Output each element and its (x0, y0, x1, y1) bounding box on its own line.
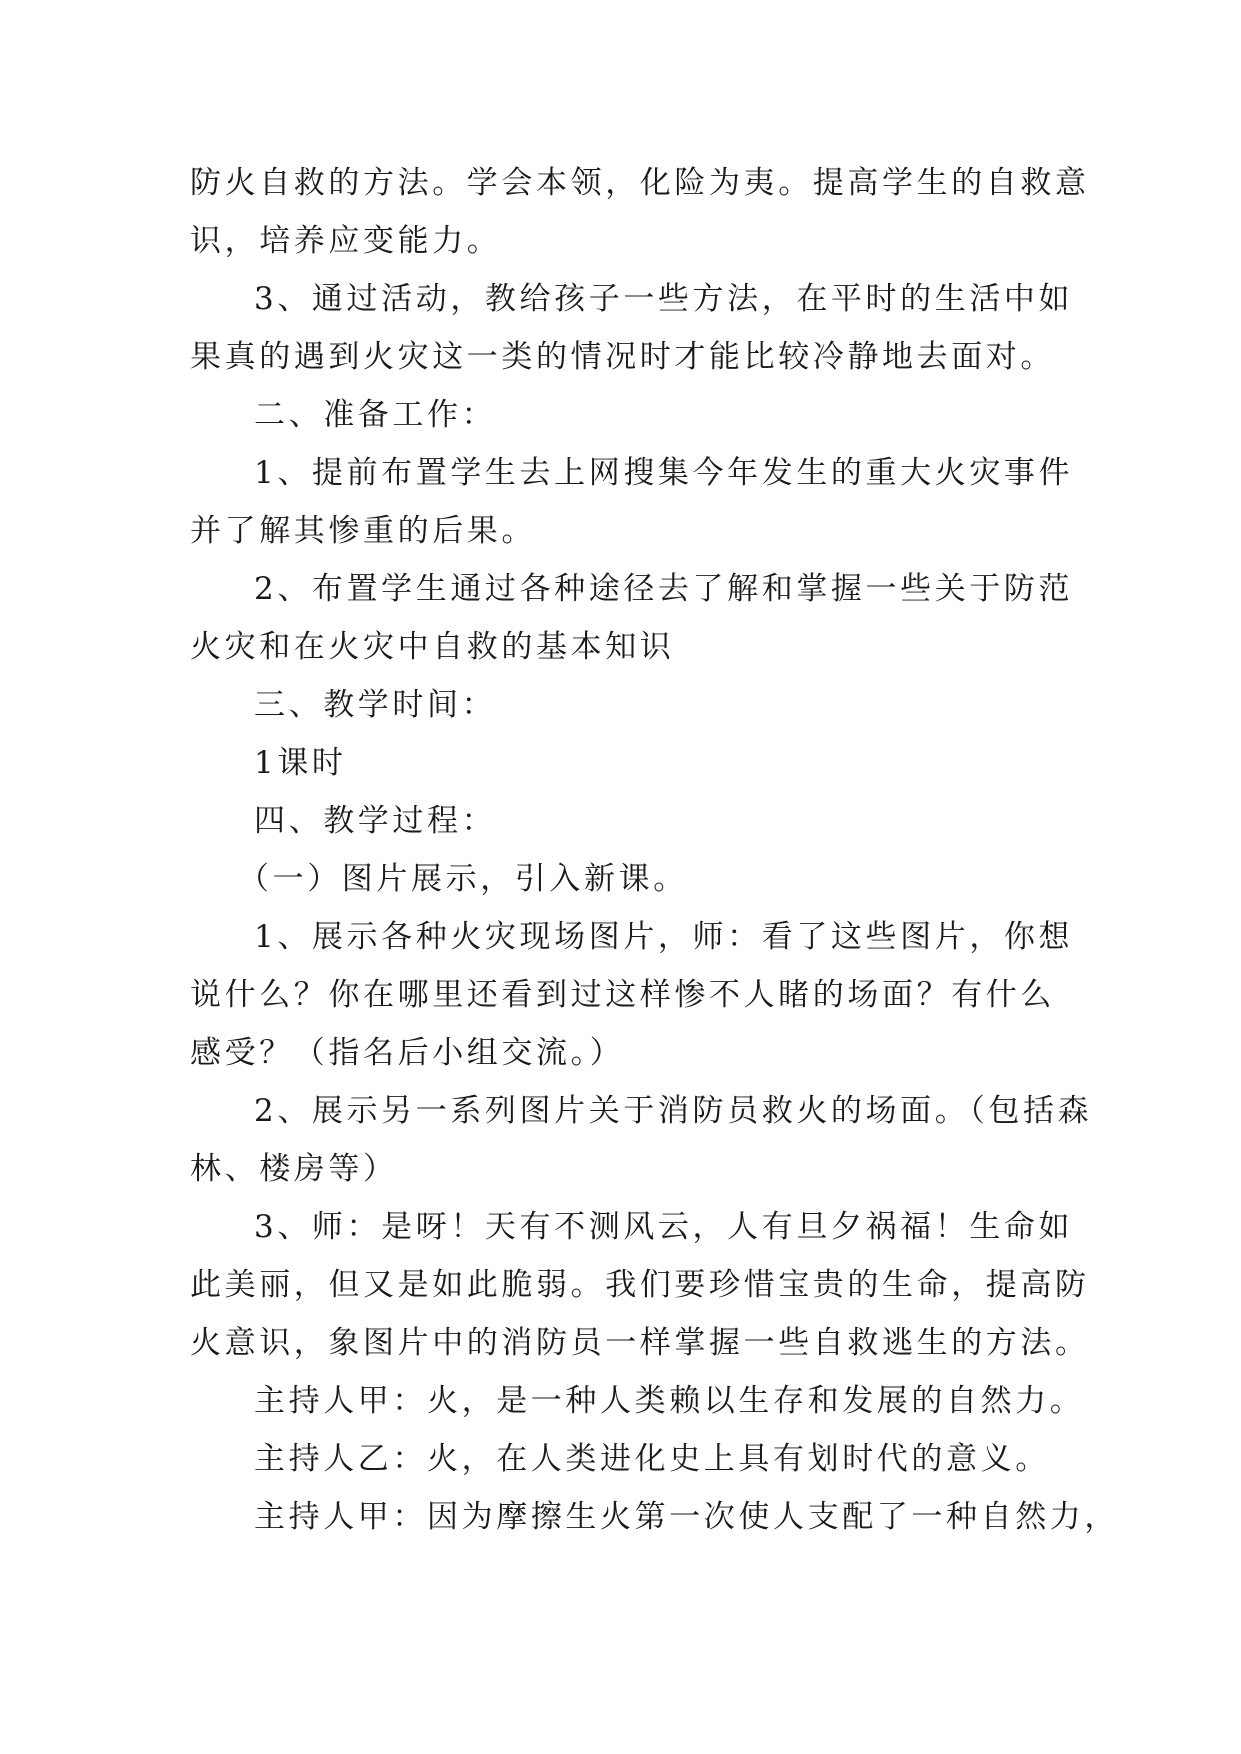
text-line: 火意识，象图片中的消防员一样掌握一些自救逃生的方法。 (190, 1325, 1090, 1361)
text-line: 林、楼房等） (190, 1151, 398, 1187)
text-line: 识，培养应变能力。 (190, 223, 502, 259)
text-line: 1、展示各种火灾现场图片，师：看了这些图片，你想 (254, 919, 1074, 955)
text-line: 火灾和在火灾中自救的基本知识 (190, 629, 675, 665)
section-heading: 四、教学过程： (254, 803, 497, 839)
text-line: 果真的遇到火灾这一类的情况时才能比较冷静地去面对。 (190, 339, 1055, 375)
text-line: 2、布置学生通过各种途径去了解和掌握一些关于防范 (254, 571, 1074, 607)
text-line: 防火自救的方法。学会本领，化险为夷。提高学生的自救意 (190, 165, 1090, 201)
text-line: 3、师：是呀！天有不测风云，人有旦夕祸福！生命如 (254, 1209, 1074, 1245)
text-line: 感受？（指名后小组交流。） (190, 1035, 625, 1071)
document-body (190, 154, 1119, 1546)
text-line: 说什么？你在哪里还看到过这样惨不人睹的场面？有什么 (190, 977, 1055, 1013)
dialogue-line: 主持人乙：火，在人类进化史上具有划时代的意义。 (254, 1441, 1050, 1477)
text-line: 并了解其惨重的后果。 (190, 513, 536, 549)
text-line: 1、提前布置学生去上网搜集今年发生的重大火灾事件 (254, 455, 1074, 491)
dialogue-line: 主持人甲：因为摩擦生火第一次使人支配了一种自然力， (254, 1499, 1119, 1535)
subsection-heading: （一）图片展示，引入新课。 (238, 861, 688, 897)
section-heading: 三、教学时间： (254, 687, 497, 723)
text-line: 2、展示另一系列图片关于消防员救火的场面。（包括森 (254, 1093, 1093, 1129)
text-line: 1课时 (254, 745, 347, 781)
dialogue-line: 主持人甲：火，是一种人类赖以生存和发展的自然力。 (254, 1383, 1085, 1419)
text-line: 3、通过活动，教给孩子一些方法，在平时的生活中如 (254, 281, 1074, 317)
text-line: 此美丽，但又是如此脆弱。我们要珍惜宝贵的生命，提高防 (190, 1267, 1090, 1303)
section-heading: 二、准备工作： (254, 397, 497, 433)
